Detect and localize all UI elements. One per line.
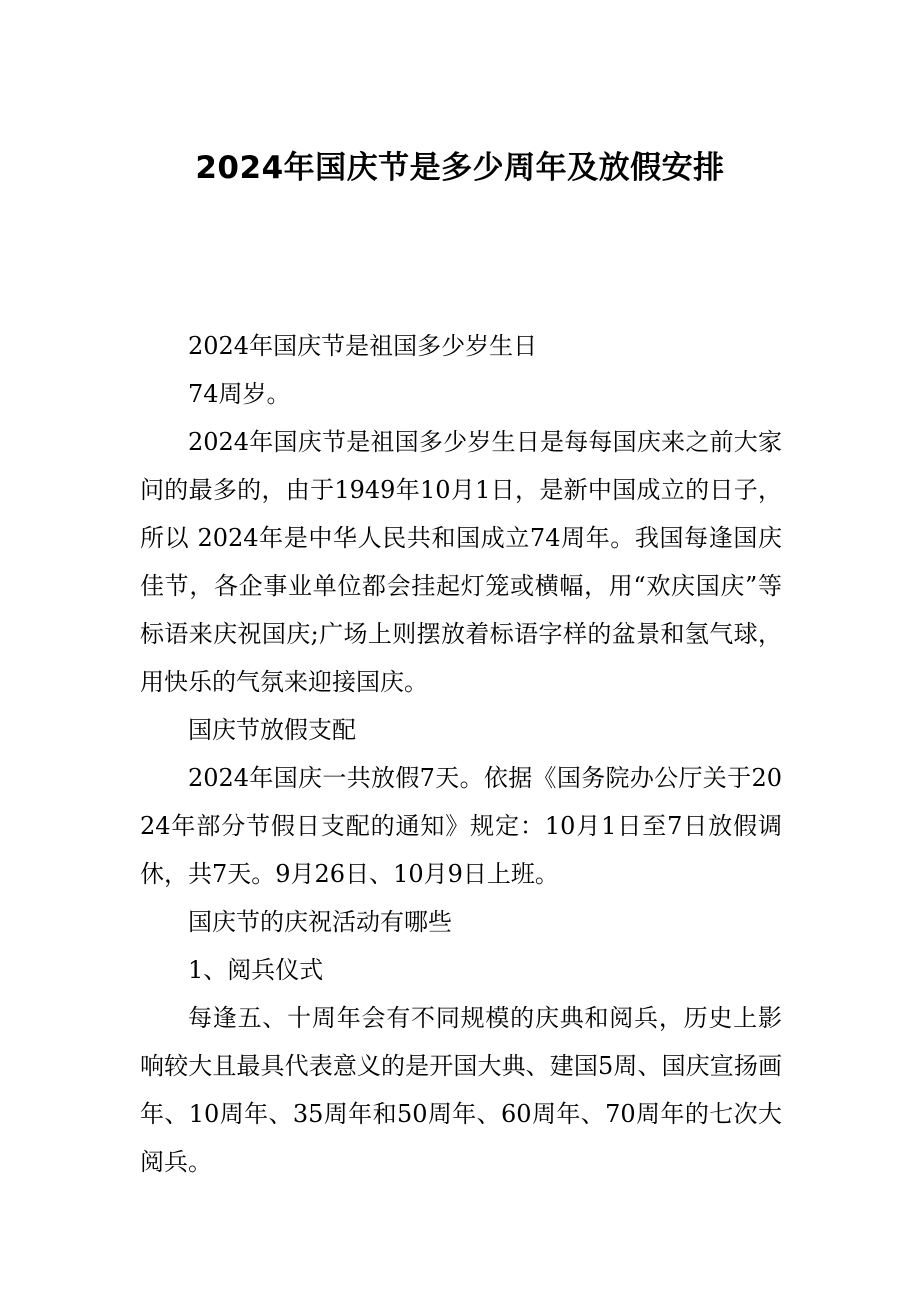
document-title: 2024年国庆节是多少周年及放假安排 bbox=[195, 150, 725, 186]
document-body bbox=[140, 322, 782, 1186]
paragraph-answer: 74周岁。 bbox=[188, 380, 291, 408]
paragraph-holiday-heading: 国庆节放假支配 bbox=[188, 716, 356, 744]
paragraph-parade-description: 每逢五、十周年会有不同规模的庆典和阅兵，历史上影响较大且最具代表意义的是开国大典、建国5周、国庆宣扬画年、10周年、35周年和50周年、60周年、70周年的七次大阅兵。 bbox=[140, 1004, 782, 1176]
paragraph-explanation: 2024年国庆节是祖国多少岁生日是每每国庆来之前大家问的最多的，由于1949年10月1日，是新中国成立的日子，所以 2024年是中华人民共和国成立74周年。我国每逢国庆佳节，各企事业单位都会挂起灯笼或横幅，用“欢庆国庆”等标语来庆祝国庆;广场上则摆放着标语字样的盆景和氢气球，用快乐的气氛来迎接国庆。 bbox=[140, 428, 782, 696]
paragraph-activities-heading: 国庆节的庆祝活动有哪些 bbox=[188, 908, 452, 936]
paragraph-question: 2024年国庆节是祖国多少岁生日 bbox=[188, 332, 538, 360]
paragraph-holiday-schedule: 2024年国庆一共放假7天。依据《国务院办公厅关于2024年部分节假日支配的通知》规定：10月1日至7日放假调休，共7天。9月26日、10月9日上班。 bbox=[140, 764, 782, 888]
paragraph-parade-heading: 1、阅兵仪式 bbox=[188, 956, 324, 984]
